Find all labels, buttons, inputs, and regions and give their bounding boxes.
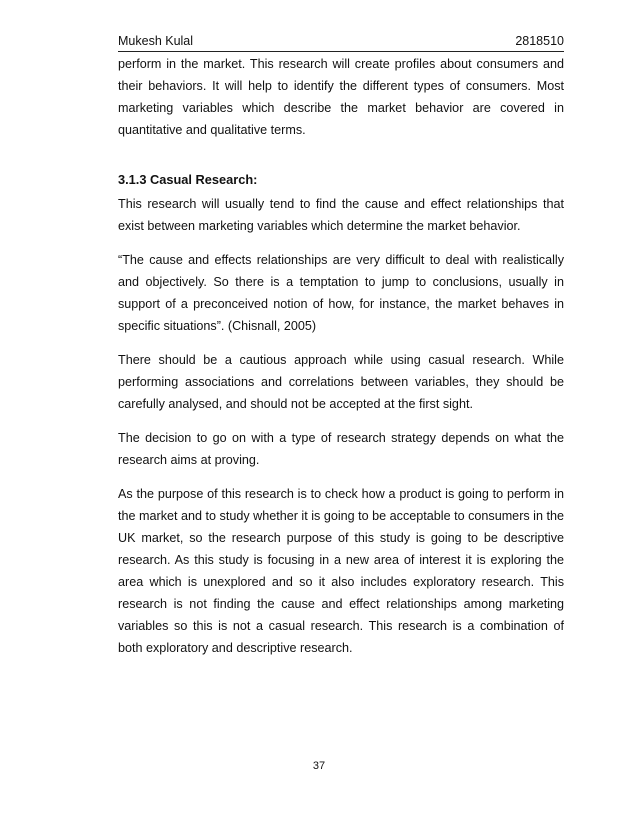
page-number: 37 <box>312 760 326 772</box>
student-id: 2818510 <box>515 34 564 48</box>
author-name: Mukesh Kulal <box>118 34 194 48</box>
intro-paragraph: perform in the market. This research will create profiles about consumers and their behaviors. It will help to identify the different types of consumers. Most marketing variables which describe the market behavior are covered in quantitative and qualitative terms. <box>118 57 564 137</box>
paragraph-decision: The decision to go on with a type of research strategy depends on what the research aims at proving. <box>118 431 564 467</box>
document-body <box>118 53 564 671</box>
paragraph-purpose: As the purpose of this research is to check how a product is going to perform in the market and to study whether it is going to be acceptable to consumers in the UK market, so the research purpose of this study is going to be descriptive research. As this study is focusing in a new area of interest it is exploring the area which is unexplored and so it also includes exploratory research. This research is not finding the cause and effect relationships among marketing variables so this is not a casual research. This research is a combination of both exploratory and descriptive research. <box>118 487 564 655</box>
paragraph-quote: “The cause and effects relationships are very difficult to deal with realistically and objectively. So there is a temptation to jump to conclusions, usually in support of a preconceived notion of how, for instance, the market behaves in specific situations”. (Chisnall, 2005) <box>118 253 564 333</box>
page-header <box>118 31 564 52</box>
paragraph-caution: There should be a cautious approach while using casual research. While performing associations and correlations between variables, they should be carefully analysed, and should not be accepted at the first sight. <box>118 353 564 411</box>
section-heading: 3.1.3 Casual Research: <box>118 172 258 187</box>
paragraph-definition: This research will usually tend to find the cause and effect relationships that exist between marketing variables which determine the market behavior. <box>118 197 564 233</box>
